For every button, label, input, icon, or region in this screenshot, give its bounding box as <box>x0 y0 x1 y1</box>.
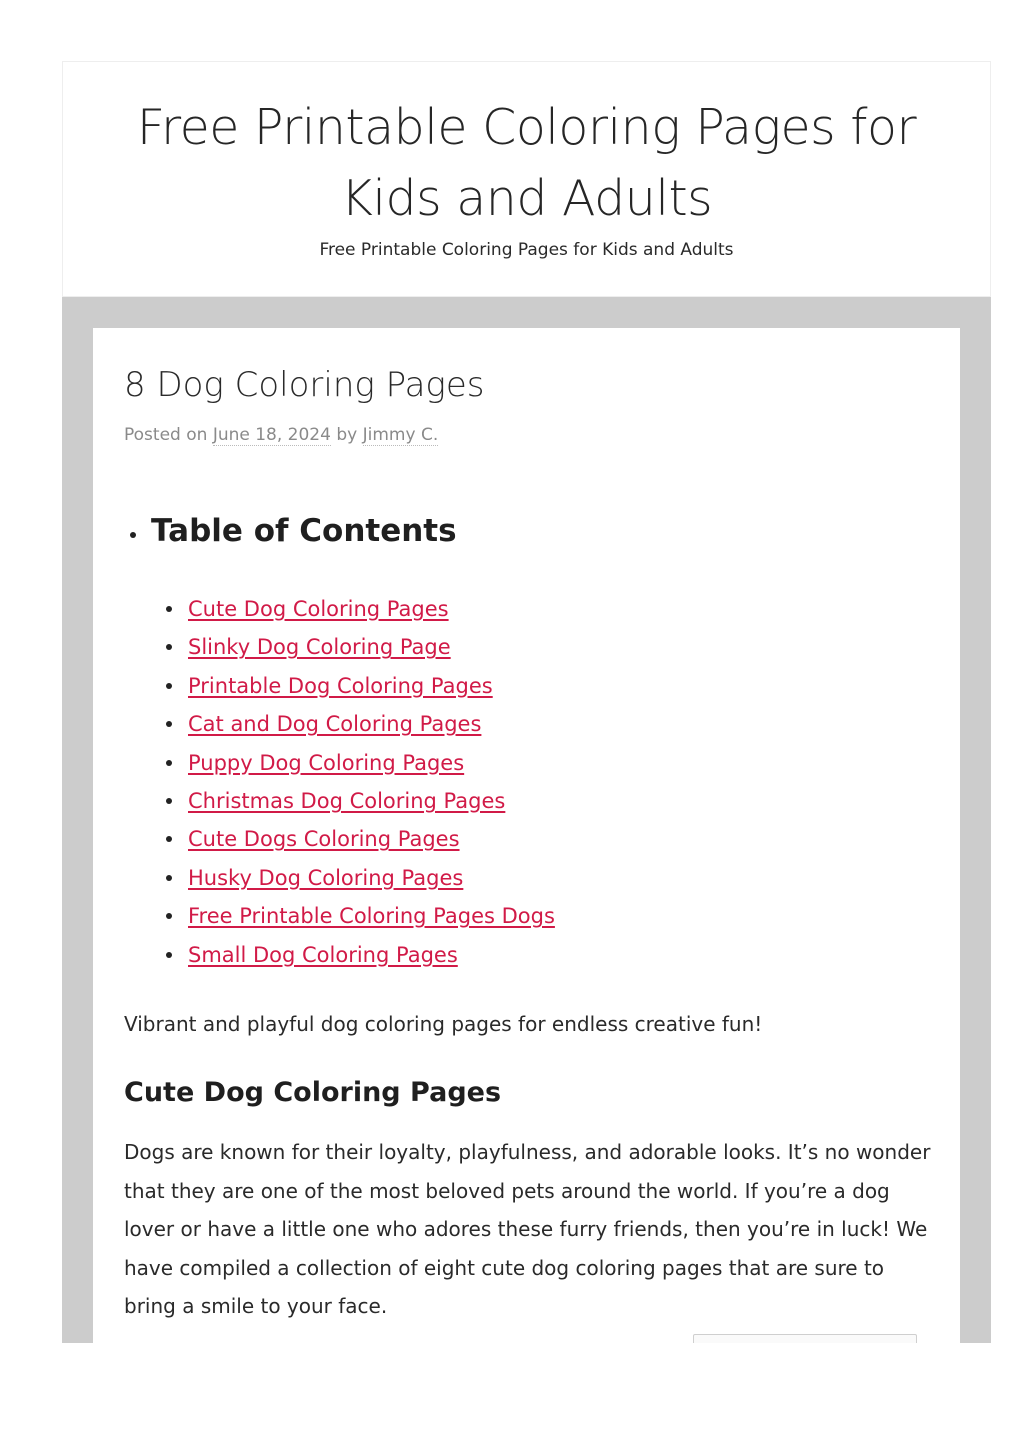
toc-item <box>188 744 555 782</box>
toc-item <box>188 782 555 820</box>
toc-item <box>188 705 555 743</box>
toc-item <box>188 667 555 705</box>
bullet-icon <box>166 798 172 804</box>
toc-item <box>188 859 555 897</box>
bullet-icon <box>166 836 172 842</box>
toc-link[interactable]: Slinky Dog Coloring Page <box>188 635 451 660</box>
toc-link[interactable]: Cute Dogs Coloring Pages <box>188 827 460 852</box>
bullet-icon <box>166 952 172 958</box>
section-heading: Cute Dog Coloring Pages <box>124 1077 502 1108</box>
toc-heading-text: Table of Contents <box>151 513 457 549</box>
post-article <box>93 328 960 1343</box>
toc-link[interactable]: Christmas Dog Coloring Pages <box>188 788 506 813</box>
bullet-icon <box>166 606 172 612</box>
post-meta <box>124 423 438 447</box>
bullet-icon <box>166 644 172 650</box>
bullet-icon <box>166 683 172 689</box>
toc-link[interactable]: Cute Dog Coloring Pages <box>188 597 449 621</box>
toc-link[interactable]: Small Dog Coloring Pages <box>188 942 458 967</box>
toc-heading <box>124 508 924 554</box>
toc-link[interactable]: Cat and Dog Coloring Pages <box>188 712 482 737</box>
bullet-icon <box>166 721 172 727</box>
toc-link[interactable]: Husky Dog Coloring Pages <box>188 865 464 890</box>
posted-on-label: Posted on <box>124 425 208 445</box>
site-header <box>62 61 991 297</box>
toc-list <box>188 590 555 974</box>
bullet-icon <box>166 913 172 919</box>
image-placeholder <box>693 1334 917 1343</box>
toc-item <box>188 936 555 974</box>
toc-item <box>188 590 555 628</box>
bullet-icon <box>130 532 136 538</box>
toc-link[interactable]: Free Printable Coloring Pages Dogs <box>188 904 555 929</box>
by-label: by <box>336 425 358 445</box>
toc-link[interactable]: Puppy Dog Coloring Pages <box>188 750 465 775</box>
table-of-contents <box>124 508 924 967</box>
site-description: Free Printable Coloring Pages for Kids and Adults <box>319 240 734 260</box>
post-date-link[interactable]: June 18, 2024 <box>212 425 331 445</box>
post-title: 8 Dog Coloring Pages <box>124 365 485 405</box>
toc-item <box>188 897 555 935</box>
toc-item <box>188 820 555 858</box>
body-paragraph: Dogs are known for their loyalty, playfulness, and adorable looks. It’s no wonder that they are one of the most beloved pets around the world. If you’re a dog lover or have a little one who adores these furry friends, then you’re in luck! We have compiled a collection of eight cute dog coloring pages that are sure to bring a smile to your face. <box>124 1140 931 1319</box>
intro-text: Vibrant and playful dog coloring pages for endless creative fun! <box>124 1012 763 1036</box>
site-wrapper <box>62 61 991 1343</box>
bullet-icon <box>166 875 172 881</box>
toc-link[interactable]: Printable Dog Coloring Pages <box>188 673 493 698</box>
author-link[interactable]: Jimmy C. <box>362 425 439 445</box>
bullet-icon <box>166 760 172 766</box>
site-title[interactable]: Free Printable Coloring Pages for Kids and Adults <box>136 99 917 227</box>
toc-item <box>188 628 555 666</box>
